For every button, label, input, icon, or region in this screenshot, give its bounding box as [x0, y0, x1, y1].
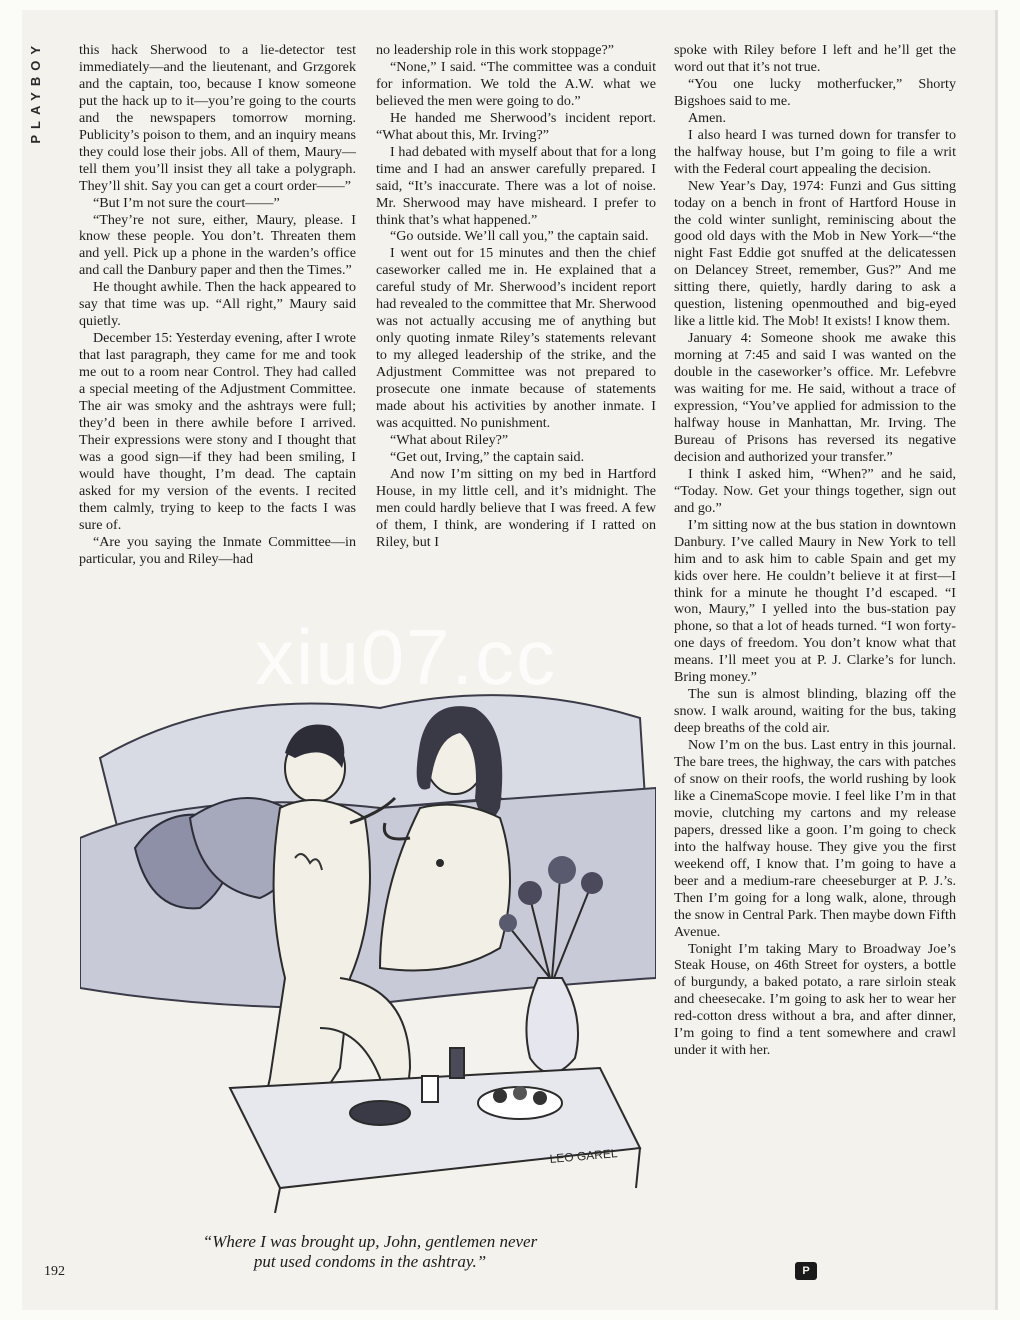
end-mark-icon: P: [795, 1262, 817, 1280]
caption-line-1: “Where I was brought up, John, gentlemen never: [202, 1232, 538, 1251]
page-number: 192: [44, 1264, 65, 1279]
paragraph: no leadership role in this work stoppage?”: [376, 42, 614, 58]
paragraph: Amen.: [688, 109, 726, 126]
paragraph: He handed me Sherwood’s incident report. “What about this, Mr. Irving?”: [376, 109, 656, 143]
flower: [518, 881, 542, 905]
paragraph: I think I asked him, “When?” and he said, “Today. Now. Get your things together, sign out and go.”: [674, 465, 956, 516]
text-column-3: [674, 42, 956, 1059]
paragraph: I also heard I was turned down for transfer to the halfway house, but I’m going to file a writ with the Federal court appealing the decision.: [674, 126, 956, 177]
paragraph: “Go outside. We’ll call you,” the captain said.: [390, 228, 649, 245]
text-column-2: [376, 42, 656, 551]
text-column-1: [79, 42, 356, 568]
paragraph: January 4: Someone shook me awake this morning at 7:45 and said I was wanted on the double in the caseworker’s office. Mr. Lefebvre was waiting for me. He said, without a trace of expression, “You’ve applied for admission to the halfway house in Manhattan, Mr. Irving. The Bureau of Prisons has reversed its negative decision and authorized your transfer.”: [674, 330, 956, 465]
cartoon-illustration: [80, 648, 656, 1213]
bottle: [450, 1048, 464, 1078]
figure-detail: [436, 859, 444, 867]
paragraph: I went out for 15 minutes and then the chief caseworker called me in. He explained that a careful study of Mr. Sherwood’s incident report had revealed to the committee that Mr. Sherwood was not actually accusing me of anything but only quoting inmate Riley’s statements relevant to my alleged leadership of the strike, and the Adjustment Committee was not prepared to prosecute one inmate because of statements made about his activities by another inmate. I was acquitted. No punishment.: [376, 245, 656, 431]
vertical-magazine-title: PLAYBOY: [28, 40, 43, 144]
paragraph: “But I’m not sure the court——”: [93, 194, 280, 211]
man-body: [267, 800, 370, 1128]
glass: [422, 1076, 438, 1102]
flower: [548, 856, 576, 884]
paragraph: spoke with Riley before I left and he’ll get the word out that it’s not true.: [674, 42, 956, 75]
page-edge: [995, 10, 997, 1310]
paragraph: “What about Riley?”: [390, 431, 509, 448]
fruit: [513, 1086, 527, 1100]
watermark: xiu07.cc: [255, 613, 558, 701]
ashtray: [350, 1101, 410, 1125]
paragraph: I’m sitting now at the bus station in downtown Danbury. I’ve called Maury in New York to tell him and to ask him to cable Spain and get my kids over here. He couldn’t believe it at first—I think for a minute he thought I’d escaped. “I won, Maury,” I yelled into the bus-station pay phone, so that a lot of heads turned. “I won forty-one days of freedom. You don’t know what that means. I’ll meet you at P. J. Clarke’s for lunch. Bring money.”: [674, 516, 956, 686]
paragraph: I had debated with myself about that for a long time and I had an answer carefully prepared. I said, “It’s inaccurate. There was a lot of noise. Mr. Sherwood may have misheard. I prefer to think that’s what happened.”: [376, 143, 656, 228]
flower-vase: [526, 978, 578, 1073]
cartoon-caption: [100, 1232, 640, 1272]
paragraph: The sun is almost blinding, blazing off the snow. I walk around, waiting for the bus, taking deep breaths of the cold air.: [674, 686, 956, 737]
artist-signature: LEO GAREL: [549, 1146, 619, 1166]
flower: [499, 914, 517, 932]
flower: [581, 872, 603, 894]
paragraph: “Are you saying the Inmate Committee—in particular, you and Riley—had: [79, 533, 356, 567]
paragraph: December 15: Yesterday evening, after I wrote that last paragraph, they came for me and took me out to a room near Control. They had called a special meeting of the Adjustment Committee. The air was smoky and the ashtrays were full; they’d been in there awhile before I arrived. Their expressions were stony and I thought that was a good sign—if they had been smiling, I would have thought, I’m dead. The captain asked for my version of the events. I recited them calmly, trying to keep to the facts I was sure of.: [79, 330, 356, 533]
paragraph: He thought awhile. Then the hack appeared to say that time was up. “All right,” Maury said quietly.: [79, 279, 356, 330]
paragraph: “Get out, Irving,” the captain said.: [390, 448, 585, 465]
paragraph: “They’re not sure, either, Maury, please. I know these people. You don’t. Threaten them and yell. Pick up a phone in the warden’s office and call the Danbury paper and then the Times.”: [79, 211, 356, 279]
caption-line-2: put used condoms in the ashtray.”: [253, 1252, 487, 1271]
paragraph: And now I’m sitting on my bed in Hartford House, in my little cell, and it’s midnight. The men could hardly believe that I was freed. A few of them, I think, are wondering if I ratted on Riley, but I: [376, 465, 656, 550]
fruit: [493, 1089, 507, 1103]
paragraph: Tonight I’m taking Mary to Broadway Joe’s Steak House, on 46th Street for oysters, a bottle of burgundy, a baked potato, a rare sirloin steak and cheesecake. I’m going to ask her to wear her red-cotton dress without a bra, and after dinner, I’m going to find a tent somewhere and crawl under it with her.: [674, 940, 956, 1059]
paragraph: this hack Sherwood to a lie-detector test immediately—and the lieutenant, and Grzgorek and the captain, too, because I know someone put the hack up to it—you’re going to the courts and the newspapers tomorrow morning. Publicity’s poison to them, and an inquiry means they could lose their jobs. All of them, Maury—tell them you’ll insist they all take a polygraph. They’ll shit. Say you can get a court order——”: [79, 42, 356, 194]
paragraph: Now I’m on the bus. Last entry in this journal. The bare trees, the highway, the cars with patches of snow on their roofs, the world rushing by look like a CinemaScope movie. I feel like I’m in that movie, clutching my cartons and my release papers, dressed like a goon. I’m going to check into the halfway house. They give you the first weekend off, I know that. I’m going to have a beer and a medium-rare cheeseburger at P. J.’s. Then I’m going for a long walk, alone, through the snow in Central Park. Then maybe down Fifth Avenue.: [674, 737, 956, 940]
cartoon-drawing: [80, 648, 656, 1213]
fruit: [533, 1091, 547, 1105]
paragraph: New Year’s Day, 1974: Funzi and Gus sitting today on a bench in front of Hartford House in the cold winter sunlight, reminiscing about the good old days with the Mob in New York—“the night Fast Eddie got snuffed at the delicatessen on Delancey Street, remember, Gus?” And me sitting there, quietly, hardly daring to ask a question, listening openmouthed and big-eyed like a little kid. The Mob! It exists! I know them.: [674, 177, 956, 330]
paragraph: “You one lucky motherfucker,” Shorty Bigshoes said to me.: [674, 75, 956, 109]
paragraph: “None,” I said. “The committee was a conduit for information. We told the A.W. what we believed the men were going to do.”: [376, 58, 656, 109]
